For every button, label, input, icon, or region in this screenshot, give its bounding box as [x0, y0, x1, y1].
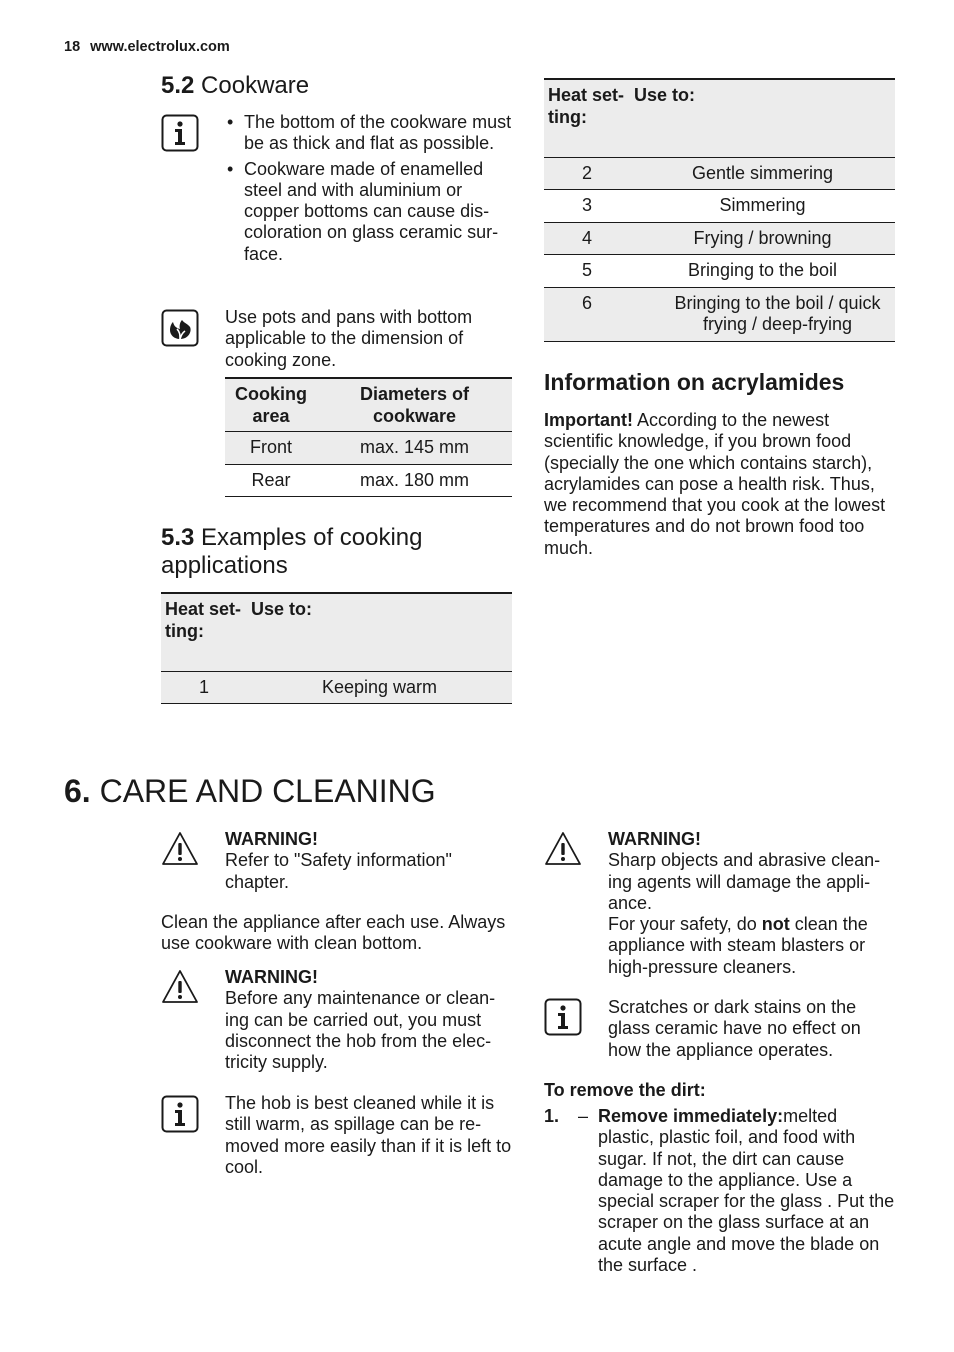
acrylamides-text	[544, 410, 894, 559]
table-row	[544, 287, 895, 341]
clean-instructions: Clean the appliance after each use. Always use cookware with clean bottom.	[161, 912, 506, 954]
info-scratches: Scratches or dark stains on the glass ceramic have no effect on how the appliance operates.	[608, 997, 861, 1060]
remove-dirt-title: To remove the dirt:	[544, 1080, 706, 1100]
table-cell: 4	[544, 222, 630, 255]
section-number: 5.2	[161, 72, 195, 99]
step-text	[598, 1106, 896, 1276]
page-header	[64, 39, 230, 55]
section-5-2-heading	[161, 72, 309, 100]
warning-maintenance	[225, 967, 515, 1073]
table-header: Heat set-ting:	[544, 79, 630, 157]
table-cell: Front	[225, 432, 317, 465]
table-cell: max. 180 mm	[317, 464, 512, 497]
warning-icon	[161, 830, 199, 868]
table-row	[544, 157, 895, 190]
warning-icon	[161, 968, 199, 1006]
chapter-title: CARE AND CLEANING	[99, 773, 436, 809]
bullet-item: • Cookware made of enamelled steel and with aluminium or copper bottoms can cause dis-coloration on glass ceramic sur-face.	[225, 159, 515, 265]
table-cell: Frying / browning	[630, 222, 895, 255]
section-5-3-heading	[161, 524, 491, 580]
table-header: Heat set-ting:	[161, 593, 247, 671]
table-cell: 6	[544, 287, 630, 341]
eco-note: Use pots and pans with bottom applicable to the dimension of cooking zone.	[225, 307, 473, 370]
table-cell: 3	[544, 190, 630, 223]
section-number: 5.3	[161, 524, 195, 551]
chapter-number: 6.	[64, 773, 91, 809]
remove-dirt-heading	[544, 1080, 706, 1101]
table-cell: Keeping warm	[247, 671, 512, 704]
warning-text: For your safety, do	[608, 914, 757, 935]
warning-safety-info	[225, 829, 510, 893]
heat-settings-table-left	[161, 592, 512, 704]
table-cell: 1	[161, 671, 247, 704]
step-dash: –	[578, 1106, 589, 1126]
info-icon	[544, 998, 582, 1036]
website-url: www.electrolux.com	[90, 39, 230, 55]
warning-text: clean the appliance with steam blasters or high-pressure cleaners.	[608, 914, 868, 977]
warning-text: Refer to "Safety information" chapter.	[225, 850, 452, 892]
section-title: Cookware	[201, 72, 310, 99]
info-warm-cleaning: The hob is best cleaned while it is still warm, as spillage can be re-moved more easily than if it is left to cool.	[225, 1093, 512, 1177]
acrylamides-body: According to the newest scientific knowledge, if you brown food (specially the one which contains starch), acrylamides can pose a health risk. Thus, we recommend that you cook at the lowest temperatures and do not brown food too much.	[544, 410, 886, 558]
warning-text: Before any maintenance or clean-ing can be carried out, you must disconnect the hob from the elec-tricity supply.	[225, 988, 496, 1073]
bullet-item: • The bottom of the cookware must be as thick and flat as possible.	[225, 112, 515, 155]
cookware-table	[225, 377, 512, 497]
eco-leaf-icon	[161, 309, 199, 347]
table-row	[544, 222, 895, 255]
table-cell: Bringing to the boil	[630, 255, 895, 288]
table-cell: 5	[544, 255, 630, 288]
info-icon	[161, 1095, 199, 1133]
table-row	[225, 464, 512, 497]
chapter-6-heading	[64, 773, 436, 809]
acrylamides-heading: Information on acrylamides	[544, 369, 845, 395]
table-header: Cooking area	[225, 378, 317, 432]
warning-label: WARNING!	[608, 829, 701, 849]
emphasis-not: not	[761, 914, 790, 935]
table-row	[161, 671, 512, 704]
warning-abrasive	[608, 829, 898, 978]
heat-settings-table-right	[544, 78, 895, 342]
table-header: Use to:	[630, 79, 895, 157]
info-icon	[161, 114, 199, 152]
page-number: 18	[64, 39, 81, 55]
table-cell: Simmering	[630, 190, 895, 223]
table-cell: Rear	[225, 464, 317, 497]
table-cell: Bringing to the boil / quick frying / deep-frying	[630, 287, 895, 341]
table-row	[544, 190, 895, 223]
table-cell: 2	[544, 157, 630, 190]
warning-label: WARNING!	[225, 967, 318, 987]
step-body: melted plastic, plastic foil, and food with sugar. If not, the dirt can cause damage to the appliance. Use a special scraper for the glass . Put the scraper on the glass surface at an acute angle and move the blade on the surface .	[598, 1106, 895, 1276]
table-cell: max. 145 mm	[317, 432, 512, 465]
warning-label: WARNING!	[225, 829, 318, 849]
step-number: 1.	[544, 1106, 560, 1126]
table-row	[225, 432, 512, 465]
warning-icon	[544, 830, 582, 868]
step-bold: Remove immediately:	[598, 1106, 784, 1126]
important-label: Important!	[544, 410, 633, 430]
cookware-bullets	[225, 112, 515, 269]
table-row	[544, 255, 895, 288]
section-title: Examples of cooking applications	[161, 524, 423, 579]
table-header: Diameters of cookware	[317, 378, 512, 432]
warning-text: Sharp objects and abrasive clean-ing agents will damage the appli-ance.	[608, 850, 881, 913]
table-header: Use to:	[247, 593, 512, 671]
table-cell: Gentle simmering	[630, 157, 895, 190]
